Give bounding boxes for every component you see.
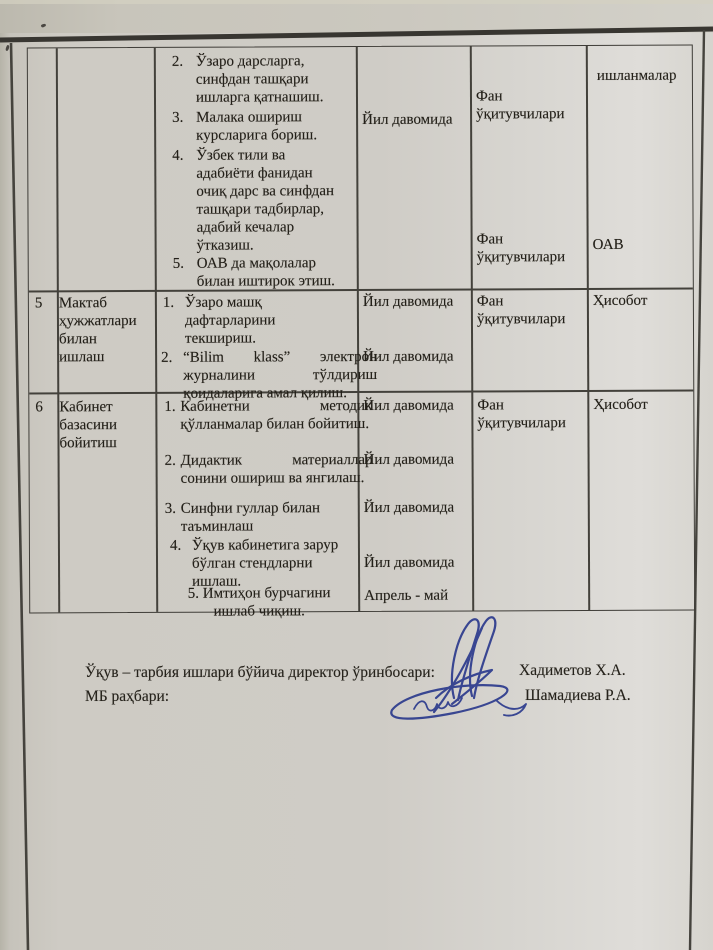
director-name: Хадиметов Х.А.	[519, 662, 626, 679]
row6-task-1	[164, 397, 372, 434]
task-text: Имтиҳон бурчагини ишлаб чиқиш.	[202, 585, 331, 620]
task-number: 2.	[164, 452, 176, 469]
column-divider	[470, 47, 474, 611]
row6-task-5	[174, 584, 344, 621]
row5-number: 5	[34, 295, 43, 312]
mb-signature-label: МБ раҳбари:	[85, 688, 170, 705]
task-text: Кабинетни методик қўлланмалар билан бойитиш.	[180, 397, 373, 433]
carryover-result-2: ОАВ	[592, 236, 624, 253]
column-divider	[154, 48, 158, 612]
task-text: Синфни гуллар билан таъминлаш	[180, 500, 321, 535]
mb-name: Шамадиева Р.А.	[525, 687, 631, 704]
task-number: 1.	[162, 294, 175, 311]
row5-task-1	[163, 293, 335, 348]
column-divider	[586, 46, 590, 610]
row6-task-4	[170, 536, 377, 591]
task-text: “Bilim klass” электрон журналини тўлдириш қоидаларига амал қилиш.	[183, 348, 378, 402]
row6-task-2	[165, 451, 373, 488]
task-number: 5.	[172, 255, 184, 272]
row5-direction: Мактаб ҳужжатлари билан ишлаш	[58, 295, 137, 366]
carryover-time: Йил давомида	[362, 111, 453, 128]
carryover-task-4	[172, 146, 366, 255]
row6-result: Ҳисобот	[593, 396, 648, 413]
row6-task-3	[165, 499, 366, 536]
director-signature-label: Ўқув – тарбия ишлари бўйича директор ўринбосари:	[85, 664, 435, 681]
task-number: 2.	[171, 53, 184, 70]
task-number: 4.	[169, 537, 182, 554]
row6-time-2: Йил давомида	[363, 451, 454, 468]
row5-responsible: Фан ўқитувчилари	[476, 293, 566, 328]
carryover-responsible-1: Фан ўқитувчилари	[475, 88, 565, 123]
task-number: 2.	[161, 349, 173, 366]
carryover-responsible-2: Фан ўқитувчилари	[476, 231, 566, 266]
row6-direction: Кабинет базасини бойитиш	[59, 399, 118, 452]
task-text: Малака ошириш курсларига бориш.	[196, 109, 318, 144]
photo-background-strip	[0, 0, 713, 33]
ink-speck	[5, 45, 10, 52]
task-number: 3.	[172, 109, 184, 126]
row5-result: Ҳисобот	[592, 292, 648, 309]
row5-time-2: Йил давомида	[363, 348, 454, 365]
row6-number: 6	[35, 399, 43, 416]
task-number: 3.	[164, 500, 177, 517]
task-text: Дидактик материаллар сонини ошириш ва янгилаш.	[180, 451, 373, 487]
row5-task-2	[161, 348, 377, 403]
task-number: 1.	[164, 398, 176, 415]
carryover-task-2	[172, 52, 361, 107]
carryover-task-3	[172, 108, 361, 145]
task-text: Ўқув кабинетига зарур бўлган стендларни ишлаш.	[191, 537, 339, 590]
row6-time-1: Йил давомида	[363, 397, 454, 414]
carryover-result-1: ишланмалар	[596, 67, 677, 84]
row6-time-4: Йил давомида	[363, 554, 455, 571]
carryover-task-5	[173, 254, 367, 291]
row6-time-3: Йил давомида	[363, 499, 455, 516]
row6-time-5: Апрель - май	[364, 587, 449, 604]
work-plan-table	[27, 45, 695, 620]
row6-responsible: Фан ўқитувчилари	[477, 397, 566, 432]
task-number: 5.	[187, 585, 200, 602]
task-text: Ўзаро дарсларга, синфдан ташқари ишларга қатнашиш.	[195, 53, 324, 106]
task-text: ОАВ да мақолалар билан иштирок этиш.	[196, 255, 335, 290]
task-text: Ўзбек тили ва адабиёти фанидан очиқ дарс ва синфдан ташқари тадбирлар, адабий кечалар ўтказиш.	[196, 147, 335, 254]
task-text: Ўзаро машқ дафтарларини текшириш.	[184, 294, 276, 347]
task-number: 4.	[172, 147, 184, 164]
row5-time-1: Йил давомида	[362, 293, 454, 310]
